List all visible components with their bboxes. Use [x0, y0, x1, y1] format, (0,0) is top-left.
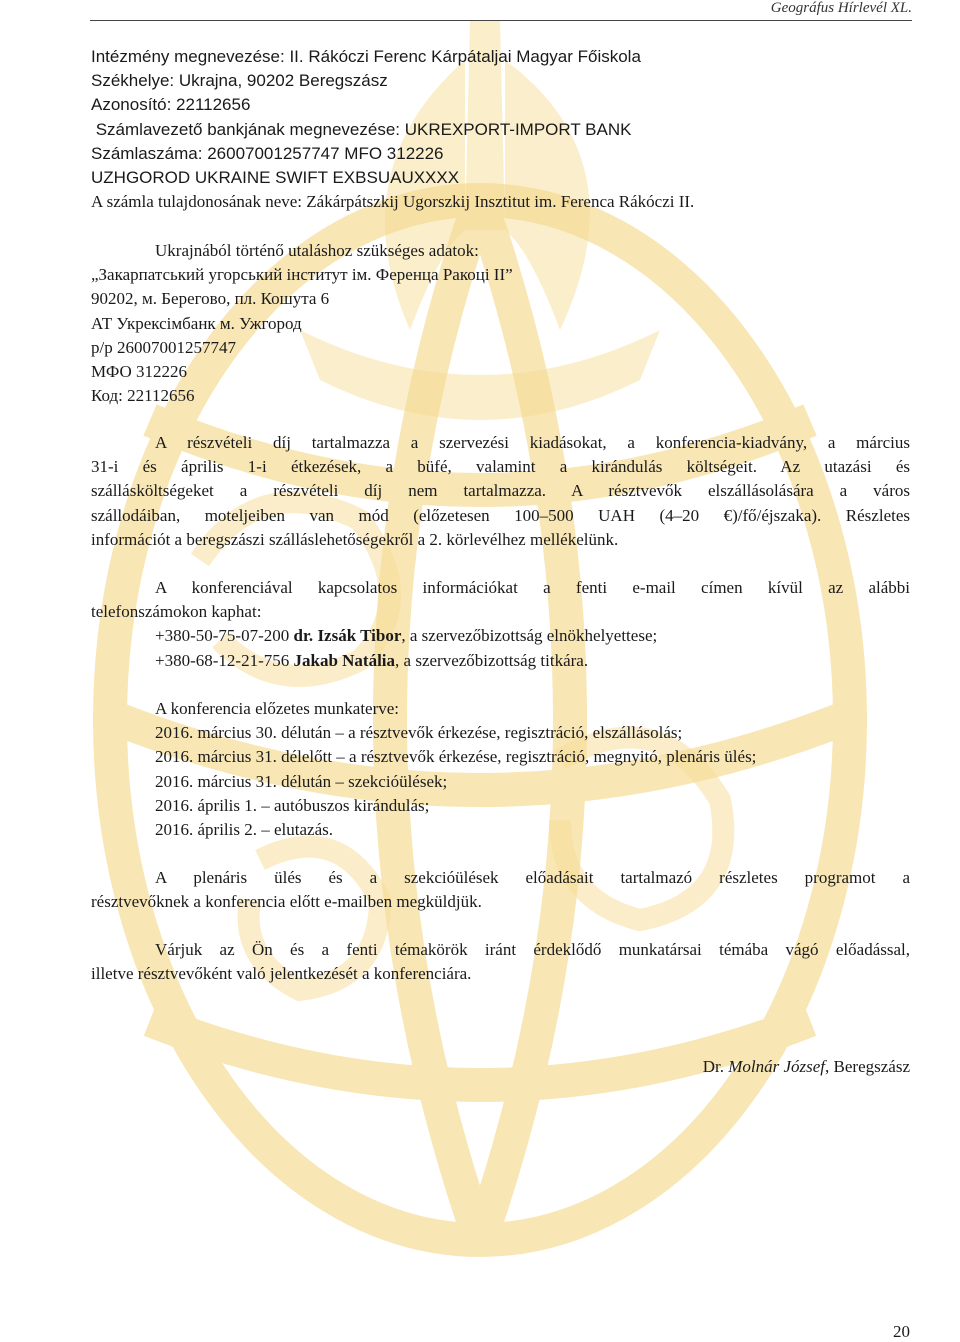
- closing-line: illetve résztvevőként való jelentkezését a konferenciára.: [91, 964, 472, 984]
- ukraine-line: 90202, м. Берегово, пл. Кошута 6: [91, 289, 330, 309]
- contact-line: telefonszámokon kaphat:: [91, 602, 262, 622]
- contact-role: , a szervezőbizottság elnökhelyettese;: [401, 626, 658, 646]
- fee-line: információt a beregszászi szálláslehetőségekről a 2. körlevélhez mellékelünk.: [91, 529, 619, 549]
- ukraine-line: АТ Укрексімбанк м. Ужгород: [91, 313, 302, 333]
- schedule-item: 2016. március 30. délután – a résztvevők érkezése, regisztráció, elszállásolás;: [155, 723, 683, 743]
- phone-number: +380-68-12-21-756: [155, 650, 290, 670]
- phone-number: +380-50-75-07-200: [155, 626, 290, 646]
- institution-line: Intézmény megnevezése: II. Rákóczi Ferenc Kárpátaljai Magyar Főiskola: [91, 47, 641, 66]
- fee-line: szállásköltségeket a részvételi díj nem tartalmazza. A résztvevők elszállásolására a város: [91, 481, 910, 501]
- schedule-item: 2016. március 31. délelőtt – a résztvevők érkezése, regisztráció, megnyitó, plenáris ülés;: [155, 747, 757, 767]
- ukraine-line: „Закарпатський угорський інститут ім. Ференца Ракоці II”: [91, 265, 513, 285]
- closing-line: Várjuk az Ön és a fenti témakörök iránt érdeklődő munkatársai témába vágó előadással,: [155, 940, 910, 959]
- phone-entry: [91, 649, 910, 673]
- signature: [703, 1057, 910, 1077]
- account-owner-line: A számla tulajdonosának neve: Zákárpátszkij Ugorszkij Insztitut im. Ferenca Rákóczi II.: [91, 192, 695, 212]
- schedule-heading: A konferencia előzetes munkaterve:: [155, 699, 400, 718]
- signature-prefix: Dr.: [702, 1057, 729, 1076]
- institution-line: Számlavezető bankjának megnevezése: UKREXPORT-IMPORT BANK: [91, 119, 632, 139]
- contact-title: dr.: [293, 626, 314, 646]
- contact-name: Izsák Tibor: [317, 626, 402, 646]
- ukraine-heading: Ukrajnából történő utaláshoz szükséges adatok:: [155, 241, 479, 260]
- signature-name: Molnár József: [728, 1057, 826, 1076]
- plenary-paragraph: [91, 866, 910, 914]
- contact-role: , a szervezőbizottság titkára.: [395, 650, 589, 670]
- fee-line: 31-i és április 1-i étkezések, a büfé, valamint a kirándulás költségeit. Az utazási és: [91, 457, 910, 477]
- contact-paragraph: [91, 576, 910, 673]
- institution-block: [91, 45, 910, 214]
- ukraine-line: р/р 26007001257747: [91, 337, 236, 357]
- institution-line: Számlaszáma: 26007001257747 MFO 312226: [91, 143, 444, 163]
- page-number: 20: [893, 1322, 910, 1341]
- newsletter-title: Geográfus Hírlevél XL.: [770, 0, 912, 16]
- plenary-line: A plenáris ülés és a szekcióülések előadásait tartalmazó részletes programot a: [155, 868, 910, 887]
- institution-line: Azonosító: 22112656: [91, 95, 251, 115]
- institution-line: UZHGOROD UKRAINE SWIFT EXBSUAUXXXX: [91, 168, 460, 188]
- institution-line: Székhelye: Ukrajna, 90202 Beregszász: [91, 71, 388, 91]
- contact-line: A konferenciával kapcsolatos információkat a fenti e-mail címen kívül az alábbi: [155, 578, 910, 597]
- signature-suffix: , Beregszász: [825, 1057, 910, 1076]
- closing-paragraph: [91, 938, 910, 986]
- fee-paragraph: [91, 431, 910, 552]
- schedule-item: 2016. április 2. – elutazás.: [155, 820, 333, 840]
- fee-line: A részvételi díj tartalmazza a szervezési kiadásokat, a konferencia-kiadvány, a március: [155, 433, 910, 452]
- contact-name: Jakab Natália: [293, 650, 396, 670]
- fee-line: szállodáiban, moteljeiben van mód (előzetesen 100–500 UAH (4–20 €)/fő/éjszaka). Részletes: [91, 505, 910, 525]
- phone-entry: [91, 624, 910, 648]
- ukraine-line: МФО 312226: [91, 362, 188, 382]
- schedule-item: 2016. április 1. – autóbuszos kirándulás;: [155, 795, 430, 815]
- plenary-line: résztvevőknek a konferencia előtt e-mailben megküldjük.: [91, 892, 482, 912]
- ukraine-transfer-block: [91, 239, 910, 408]
- header-divider: [90, 20, 912, 21]
- schedule-item: 2016. március 31. délután – szekcióülések;: [155, 771, 448, 791]
- schedule-block: [91, 697, 910, 842]
- ukraine-line: Код: 22112656: [91, 386, 195, 406]
